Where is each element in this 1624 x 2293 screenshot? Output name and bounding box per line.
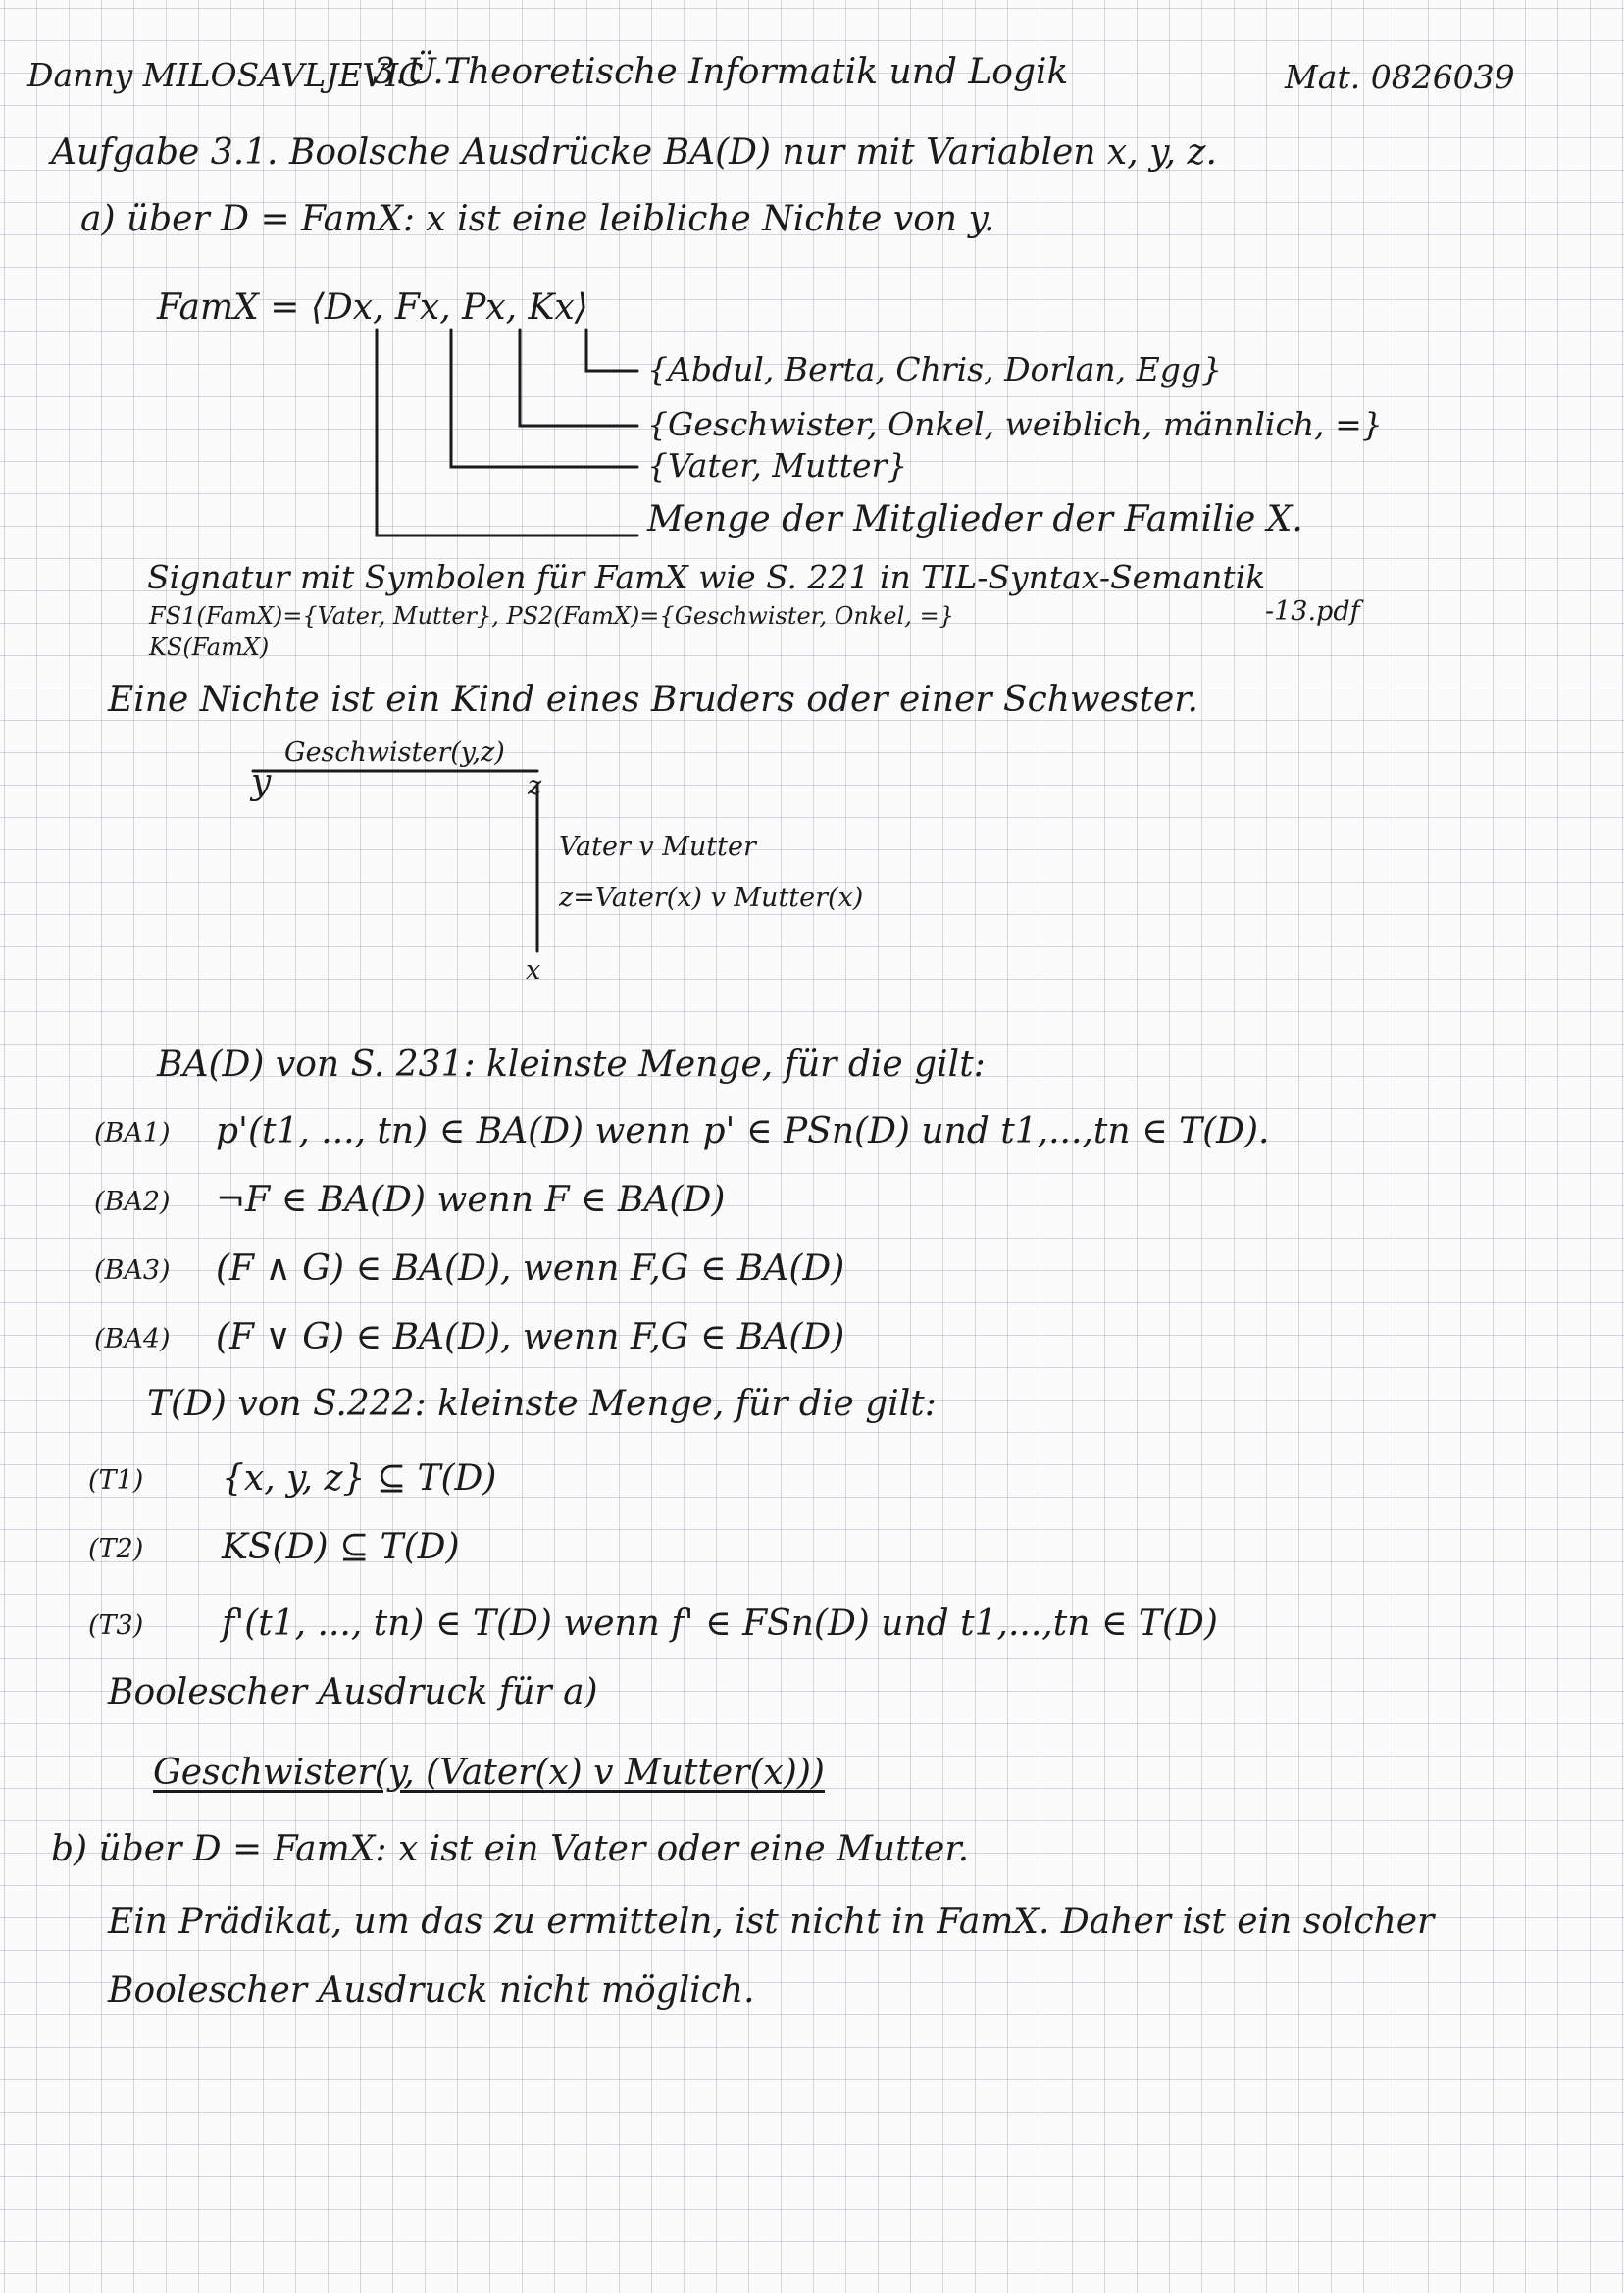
signatur-line-2: FS1(FamX)={Vater, Mutter}, PS2(FamX)={Geschwister, Onkel, =} — [149, 602, 954, 630]
signatur-line-1: Signatur mit Symbolen für FamX wie S. 221 in TIL-Syntax-Semantik — [147, 558, 1266, 596]
ba-rule-tag: (BA3) — [94, 1255, 171, 1286]
ba-rule-text: ¬F ∈ BA(D) wenn F ∈ BA(D) — [216, 1180, 726, 1220]
part-b-line-1: Ein Prädikat, um das zu ermitteln, ist nicht in FamX. Daher ist ein solcher — [108, 1902, 1435, 1942]
signatur-line-3: KS(FamX) — [149, 634, 270, 661]
edge-label-vater-mutter: Vater v Mutter — [559, 832, 756, 862]
famx-dx-description: Menge der Mitglieder der Familie X. — [647, 499, 1303, 539]
famx-px-set: {Geschwister, Onkel, weiblich, männlich, =} — [647, 405, 1383, 443]
ba-rule-text: (F ∨ G) ∈ BA(D), wenn F,G ∈ BA(D) — [216, 1317, 845, 1357]
ba-rule-tag: (BA4) — [94, 1324, 171, 1354]
ba-rule-tag: (BA2) — [94, 1187, 171, 1217]
course-title: 3.Ü.Theoretische Informatik und Logik — [373, 52, 1069, 92]
t-rule-text: f'(t1, ..., tn) ∈ T(D) wenn f' ∈ FSn(D) und t1,...,tn ∈ T(D) — [222, 1604, 1218, 1644]
ba-intro: BA(D) von S. 231: kleinste Menge, für die gilt: — [157, 1045, 986, 1085]
part-a-heading: a) über D = FamX: x ist eine leibliche Nichte von y. — [80, 199, 995, 239]
t-rule-text: {x, y, z} ⊆ T(D) — [222, 1458, 497, 1499]
ba-rule-text: (F ∧ G) ∈ BA(D), wenn F,G ∈ BA(D) — [216, 1248, 845, 1289]
t-rule-text: KS(D) ⊆ T(D) — [222, 1527, 460, 1567]
t-rule-tag: (T1) — [88, 1465, 144, 1496]
edge-label-z-definition: z=Vater(x) v Mutter(x) — [559, 883, 864, 913]
ba-rule-tag: (BA1) — [94, 1118, 171, 1148]
t-intro: T(D) von S.222: kleinste Menge, für die gilt: — [147, 1384, 937, 1424]
task-heading: Aufgabe 3.1. Boolsche Ausdrücke BA(D) nur mit Variablen x, y, z. — [51, 132, 1217, 173]
famx-tuple: FamX = ⟨Dx, Fx, Px, Kx⟩ — [157, 287, 588, 328]
t-rule-tag: (T3) — [88, 1610, 144, 1641]
author-name: Danny MILOSAVLJEVIC — [27, 56, 424, 94]
part-b-line-2: Boolescher Ausdruck nicht möglich. — [108, 1970, 755, 2011]
famx-kx-set: {Abdul, Berta, Chris, Dorlan, Egg} — [647, 350, 1222, 388]
ba-rule-text: p'(t1, ..., tn) ∈ BA(D) wenn p' ∈ PSn(D) und t1,...,tn ∈ T(D). — [216, 1111, 1270, 1151]
signatur-line-1b: -13.pdf — [1265, 596, 1360, 627]
famx-fx-set: {Vater, Mutter} — [647, 446, 908, 484]
node-z: z — [528, 771, 542, 801]
part-b-heading: b) über D = FamX: x ist ein Vater oder eine Mutter. — [51, 1829, 970, 1869]
nichte-definition: Eine Nichte ist ein Kind eines Bruders oder einer Schwester. — [108, 680, 1198, 720]
answer-a-label: Boolescher Ausdruck für a) — [108, 1672, 598, 1712]
edge-label-geschwister: Geschwister(y,z) — [284, 738, 505, 768]
answer-a-expression: Geschwister(y, (Vater(x) v Mutter(x))) — [153, 1753, 825, 1793]
matriculation-number: Mat. 0826039 — [1285, 58, 1515, 96]
node-x: x — [526, 955, 541, 986]
t-rule-tag: (T2) — [88, 1534, 144, 1564]
node-y: y — [251, 762, 272, 802]
